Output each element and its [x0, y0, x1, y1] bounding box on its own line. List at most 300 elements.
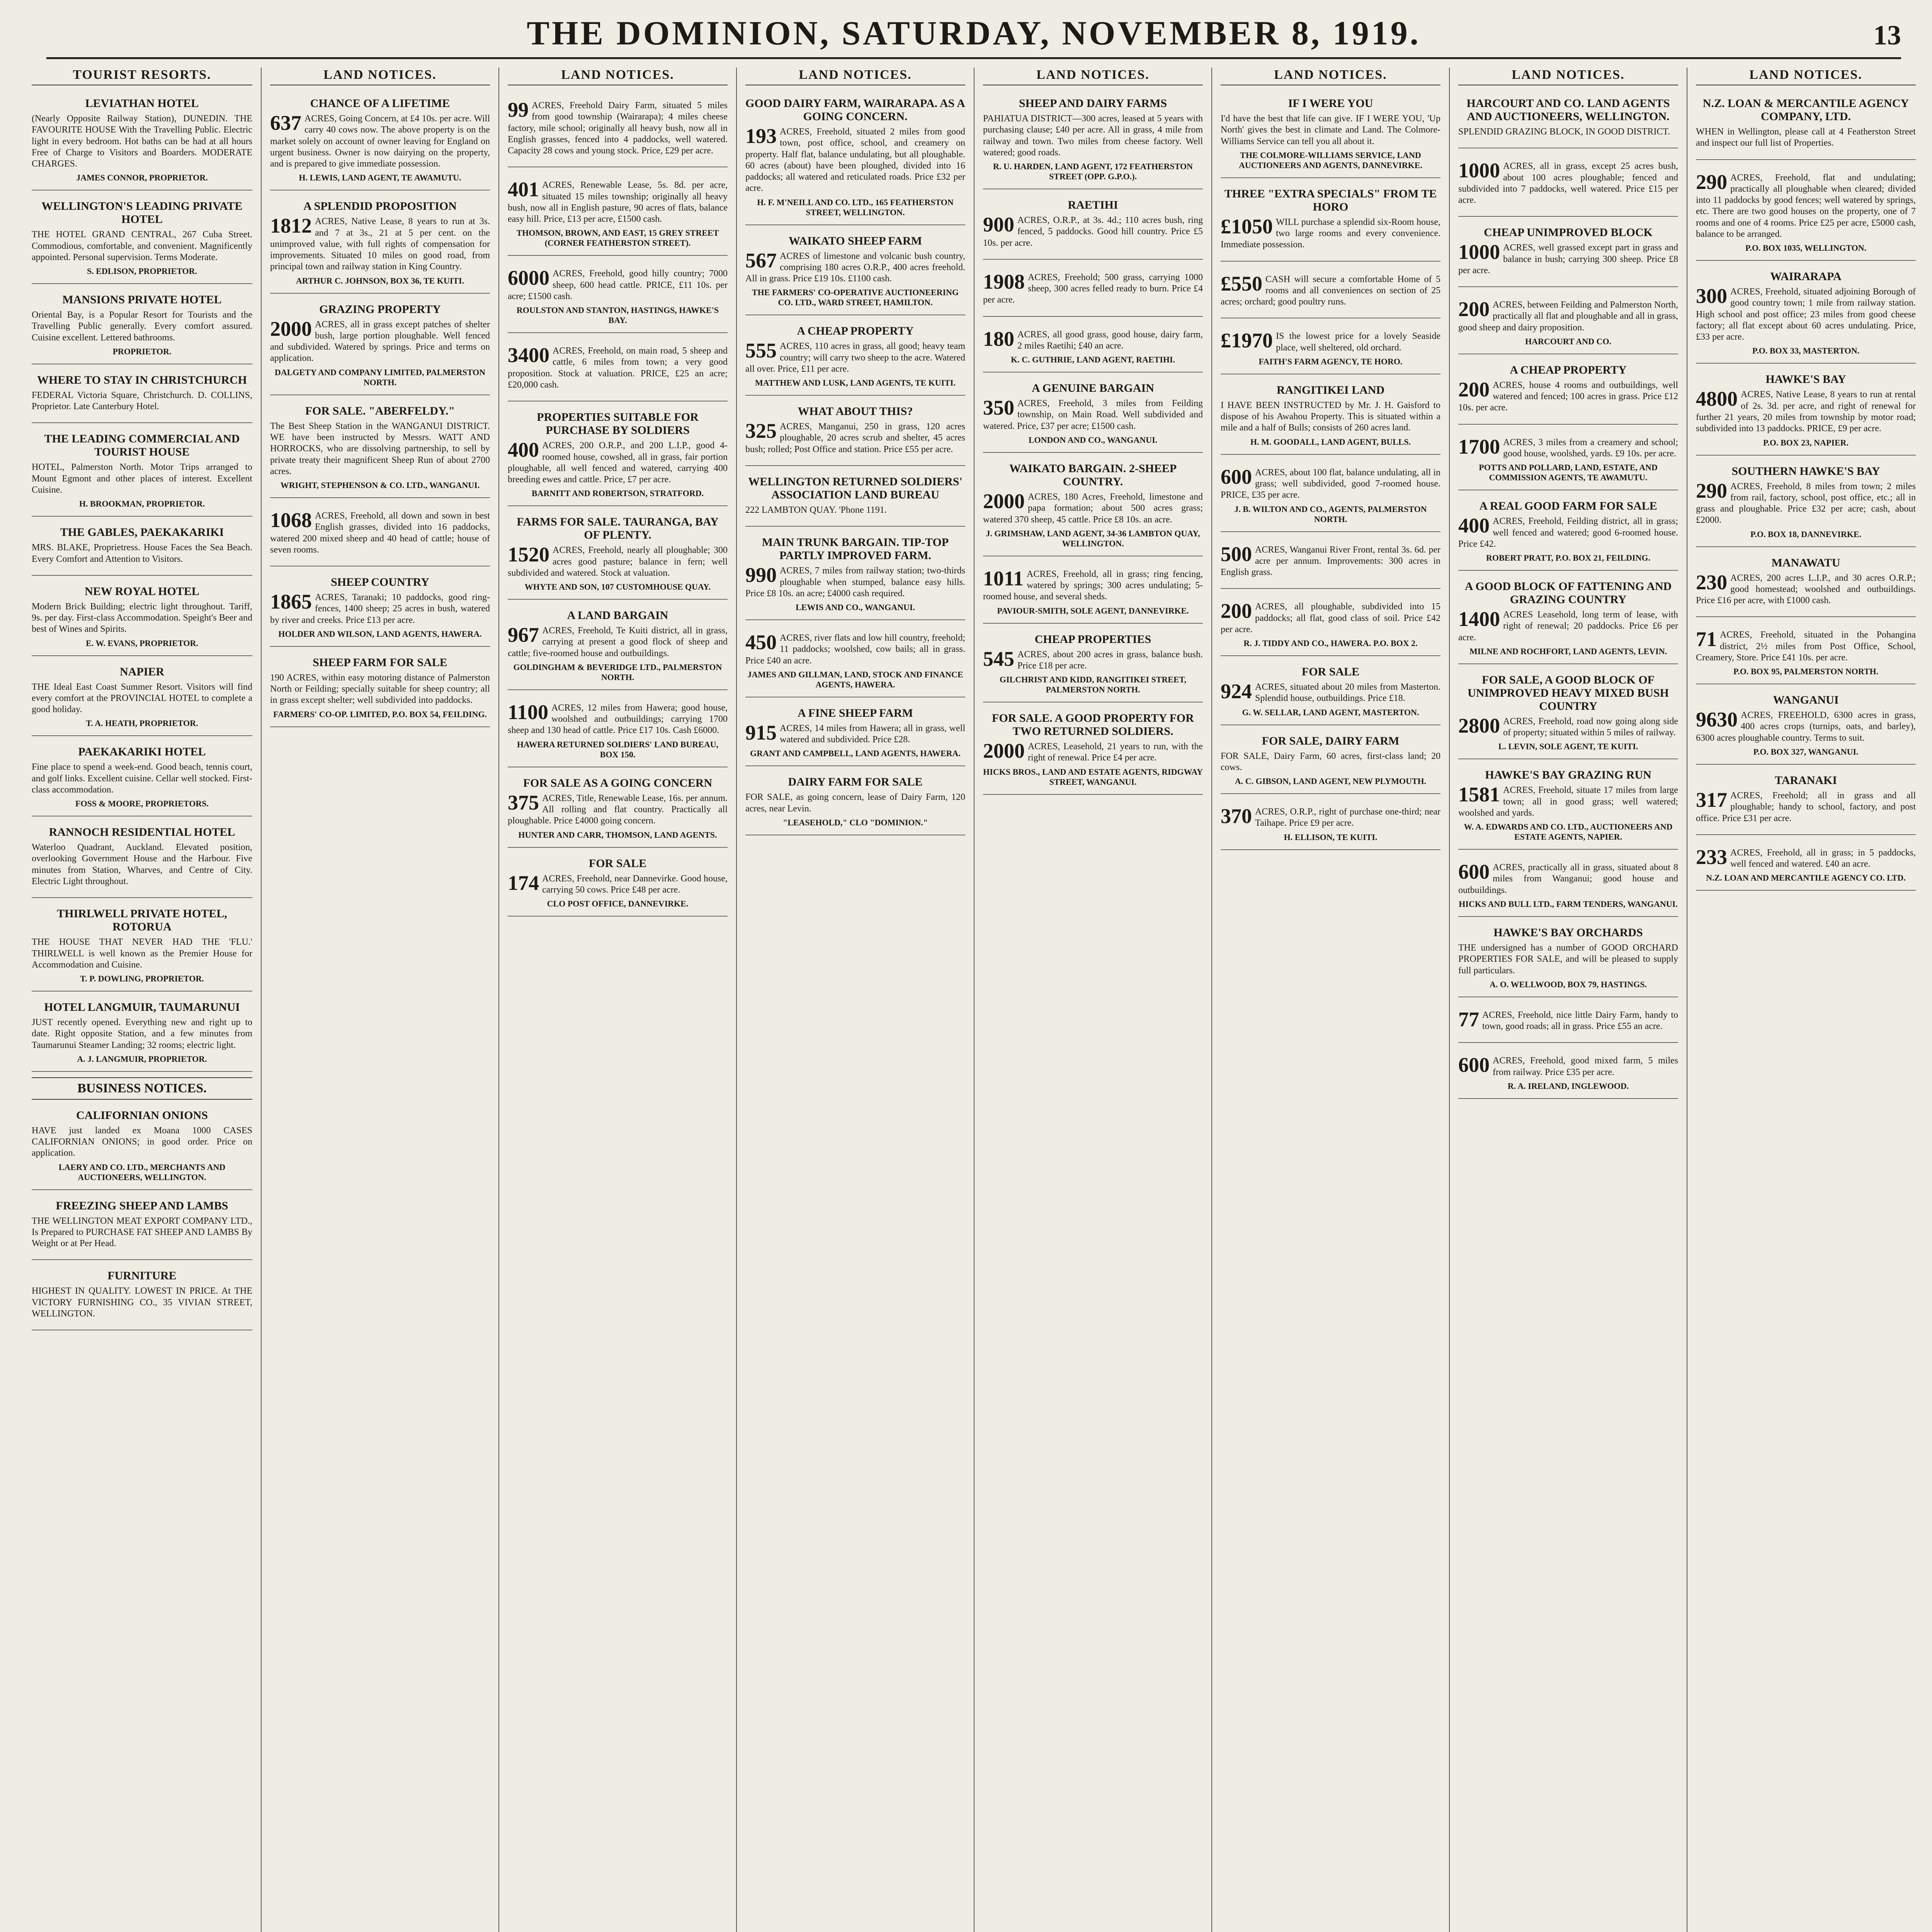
ad-signature: J. GRIMSHAW, LAND AGENT, 34-36 LAMBTON QUAY, WELLINGTON. [986, 528, 1200, 548]
advertisement [508, 605, 728, 690]
ad-body-text: ACRES, 200 acres L.I.P., and 30 acres O.R.P.; good homestead; woolshed and outbuildings. Price £16 per acre, with £1000 cash. [1696, 573, 1916, 606]
ad-acreage-number: 1812 [270, 214, 312, 238]
ad-signature: H. ELLISON, TE KUITI. [1284, 832, 1378, 842]
ad-title: A GENUINE BARGAIN [1032, 382, 1154, 395]
ad-body [508, 873, 728, 896]
ad-body [32, 113, 252, 170]
ad-title: FOR SALE, A GOOD BLOCK OF UNIMPROVED HEAVY MIXED BUSH COUNTRY [1468, 673, 1669, 713]
ad-acreage-number: 555 [745, 339, 777, 362]
ad-signature: P.O. BOX 327, WANGANUI. [1753, 747, 1859, 757]
ad-body-text: ACRES, Title, Renewable Lease, 16s. per annum. All rolling and flat country. Practically all ploughable. Price £4000 going concern. [508, 793, 728, 826]
ad-acreage-number: 600 [1458, 860, 1490, 884]
advertisement [983, 93, 1203, 189]
column-heading: TOURIST RESORTS. [32, 68, 252, 85]
ad-acreage-number: 193 [745, 124, 777, 148]
ad-body-text: ACRES, FREEHOLD, 6300 acres in grass, 400 acres crops (turnips, oats, and barley), 6300 acres ploughable country. Terms to suit. [1696, 710, 1916, 743]
ad-title: A FINE SHEEP FARM [798, 706, 913, 719]
ad-body-text: ACRES, Freehold, all in grass; in 5 paddocks, well fenced and watered. £40 an acre. [1730, 847, 1916, 869]
ad-body-text: ACRES, 180 Acres, Freehold, limestone and papa formation; about 500 acres grass; watered 370 sheep, 45 cattle. Price £8 10s. an acre. [983, 492, 1203, 525]
ad-title: MANSIONS PRIVATE HOTEL [62, 293, 222, 306]
ad-signature: GILCHRIST AND KIDD, RANGITIKEI STREET, PALMERSTON NORTH. [999, 675, 1187, 695]
advertisement [1458, 93, 1678, 148]
ad-signature: T. A. HEATH, PROPRIETOR. [86, 718, 198, 728]
ad-signature: LAERY AND CO. LTD., MERCHANTS AND AUCTIONEERS, WELLINGTON. [58, 1162, 226, 1182]
column-heading: LAND NOTICES. [270, 68, 490, 85]
ad-acreage-number: 2000 [983, 489, 1025, 513]
ad-signature: HARCOURT AND CO. [1525, 336, 1612, 346]
ad-body [32, 1286, 252, 1320]
ad-body-text: ACRES, river flats and low hill country, freehold; 11 paddocks; woolshed, cow bails; all in grass. Price £40 an acre. [745, 633, 965, 666]
ad-title: HAWKE'S BAY GRAZING RUN [1485, 769, 1651, 782]
advertisement [32, 822, 252, 898]
ad-signature: THE COLMORE-WILLIAMS SERVICE, LAND AUCTIONEERS AND AGENTS, DANNEVIRKE. [1239, 150, 1422, 170]
advertisement [745, 401, 965, 466]
ad-body [32, 542, 252, 565]
ad-body-text: ACRES, 200 O.R.P., and 200 L.I.P., good 4-roomed house, cowshed, all in grass, fair portion ploughable, all well fenced and watered, carrying 400 breeding ewes and cattle. Price, £7 per acre. [508, 440, 728, 485]
ad-body-text: ACRES, Wanganui River Front, rental 3s. 6d. per acre per annum. Improvements: 300 acres in English grass. [1221, 544, 1440, 578]
ad-body [1696, 126, 1916, 149]
advertisement [745, 772, 965, 835]
ad-signature: ARTHUR C. JOHNSON, BOX 36, TE KUITI. [296, 276, 464, 286]
ad-body-text: ACRES, Freehold, 3 miles from Feilding township, on Main Road. Well subdivided and watered. Price, £37 per acre; £1500 cash. [983, 398, 1203, 431]
ad-body [1696, 481, 1916, 526]
page-number: 13 [1873, 20, 1901, 51]
ad-title: FOR SALE. A GOOD PROPERTY FOR TWO RETURNED SOLDIERS. [992, 712, 1194, 738]
ad-title: HAWKE'S BAY ORCHARDS [1493, 926, 1643, 939]
ad-body-text: FOR SALE, Dairy Farm, 60 acres, first-class land; 20 cows. [1221, 751, 1440, 772]
advertisement [1221, 731, 1440, 794]
newspaper-column [23, 68, 261, 1932]
advertisement [508, 853, 728, 917]
ad-title: SHEEP AND DAIRY FARMS [1019, 97, 1167, 110]
ad-title: GOOD DAIRY FARM, WAIRARAPA. AS A GOING CONCERN. [745, 97, 965, 123]
ad-title: MANAWATU [1771, 556, 1840, 569]
advertisement [983, 708, 1203, 795]
advertisement [745, 93, 965, 225]
advertisement [983, 378, 1203, 453]
ad-title: THIRLWELL PRIVATE HOTEL, ROTORUA [57, 907, 227, 934]
ad-body-text: THE WELLINGTON MEAT EXPORT COMPANY LTD., Is Prepared to PURCHASE FAT SHEEP AND LAMBS By Weight or at Per Head. [32, 1216, 252, 1249]
ad-body [1458, 1007, 1678, 1032]
advertisement [32, 1265, 252, 1330]
ad-signature: GOLDINGHAM & BEVERIDGE LTD., PALMERSTON NORTH. [513, 662, 722, 682]
ad-body-text: ACRES, house 4 rooms and outbuildings, well watered and fenced; 100 acres in grass. Price £12 10s. per acre. [1458, 380, 1678, 413]
advertisement [1458, 360, 1678, 425]
ad-signature: HICKS AND BULL LTD., FARM TENDERS, WANGANUI. [1459, 899, 1678, 909]
ad-body [1458, 126, 1678, 138]
ad-title: FARMS FOR SALE. TAURANGA, BAY OF PLENTY. [517, 515, 719, 542]
ad-body-text: THE HOUSE THAT NEVER HAD THE 'FLU.' THIRLWELL is well known as the Premier House for Accommodation and Cuisine. [32, 937, 252, 970]
newspaper-column [1211, 68, 1449, 1932]
ad-signature: JAMES AND GILLMAN, LAND, STOCK AND FINANCE AGENTS, HAWERA. [747, 669, 963, 689]
ad-title: FOR SALE [588, 857, 647, 870]
ad-signature: HICKS BROS., LAND AND ESTATE AGENTS, RIDGWAY STREET, WANGANUI. [983, 767, 1203, 787]
advertisement [508, 93, 728, 167]
ad-body [32, 937, 252, 971]
ad-title: A GOOD BLOCK OF FATTENING AND GRAZING COUNTRY [1464, 580, 1672, 606]
ad-body [270, 319, 490, 364]
ad-signature: WHYTE AND SON, 107 CUSTOMHOUSE QUAY. [524, 582, 711, 592]
ad-acreage-number: £550 [1221, 272, 1262, 295]
ad-acreage-number: 2800 [1458, 714, 1500, 737]
ad-signature: H. M. GOODALL, LAND AGENT, BULLS. [1250, 437, 1411, 447]
ad-body [1696, 172, 1916, 240]
ad-body [745, 248, 965, 285]
ad-body [1221, 113, 1440, 147]
ad-body [1696, 389, 1916, 434]
advertisement [32, 742, 252, 816]
ad-body [270, 672, 490, 706]
ad-title: FREEZING SHEEP AND LAMBS [56, 1199, 228, 1212]
ad-body [1221, 751, 1440, 774]
advertisement [1458, 765, 1678, 850]
advertisement [983, 322, 1203, 373]
ad-body [1221, 544, 1440, 578]
ad-acreage-number: 637 [270, 111, 301, 134]
ad-acreage-number: 401 [508, 178, 539, 201]
ad-title: HARCOURT AND CO. LAND AGENTS AND AUCTIONEERS, WELLINGTON. [1466, 97, 1670, 123]
ad-body [1458, 161, 1678, 206]
ad-body [32, 762, 252, 796]
advertisement [983, 562, 1203, 624]
ad-body [270, 113, 490, 170]
advertisement [32, 93, 252, 190]
ad-body-text: I'd have the best that life can give. IF I WERE YOU, 'Up North' gives the best in climate and Land. The Colmore-Williams Service can tell you all about it. [1221, 114, 1440, 146]
ad-body-text: ACRES, Taranaki; 10 paddocks, good ring-fences, 1400 sheep; 25 acres in bush, watered by river and creeks. Price £13 per acre. [270, 592, 490, 625]
ad-body-text: ACRES, Freehold Dairy Farm, situated 5 miles from good township (Wairarapa); 4 miles cheese factory, mile school; originally all heavy bush, now all in English grasses, fenced into 4 paddocks, well watered. Capacity 28 cows and young stock. Price, £29 per acre. [508, 100, 728, 156]
ad-signature: LONDON AND CO., WANGANUI. [1028, 435, 1158, 445]
ad-acreage-number: 200 [1458, 298, 1490, 321]
ad-body [1221, 214, 1440, 251]
ad-acreage-number: 2000 [270, 317, 312, 340]
ad-signature: A. O. WELLWOOD, BOX 79, HASTINGS. [1489, 979, 1647, 989]
advertisement [32, 429, 252, 517]
ad-body-text: ACRES, Freehold, 8 miles from town; 2 miles from rail, factory, school, post office, etc.; all in grass and ploughable. Price £32 per acre; cash, about £2000. [1696, 481, 1916, 526]
newspaper-column [1687, 68, 1924, 1932]
ad-body-text: ACRES, Freehold, nearly all ploughable; 300 acres good pasture; balance in fern; well subdivided and watered. Stock at valuation. [508, 545, 728, 578]
advertisement [32, 522, 252, 576]
ad-body-text: Waterloo Quadrant, Auckland. Elevated position, overlooking Government House and the Harbour. Five minutes from Station, Wharves, and Centre of City. Electric Light throughout. [32, 842, 252, 886]
ad-acreage-number: 180 [983, 327, 1014, 350]
advertisement [508, 696, 728, 767]
ad-acreage-number: 350 [983, 396, 1014, 420]
advertisement [270, 196, 490, 293]
advertisement [983, 265, 1203, 317]
advertisement [32, 1105, 252, 1190]
newspaper-title: THE DOMINION, SATURDAY, NOVEMBER 8, 1919. [527, 15, 1421, 52]
ad-body [508, 702, 728, 736]
column-heading: LAND NOTICES. [1221, 68, 1440, 85]
ad-title: HAWKE'S BAY [1765, 373, 1846, 386]
ad-acreage-number: 290 [1696, 170, 1727, 194]
ad-body-text: ACRES, Freehold, Feilding district, all in grass; well fenced and watered; good 6-roomed house. Price £42. [1458, 516, 1678, 549]
advertisement [1221, 460, 1440, 532]
ad-title: PROPERTIES SUITABLE FOR PURCHASE BY SOLDIERS [537, 411, 699, 437]
ad-signature: DALGETY AND COMPANY LIMITED, PALMERSTON NORTH. [274, 367, 486, 387]
ad-body [983, 272, 1203, 306]
ad-body-text: ACRES, 12 miles from Hawera; good house, woolshed and outbuildings; carrying 1700 sheep and 130 head of cattle. Price £17 10s. Cash £6000. [508, 702, 728, 736]
ad-signature: K. C. GUTHRIE, LAND AGENT, RAETIHI. [1011, 355, 1175, 365]
ad-body [508, 268, 728, 302]
ad-acreage-number: 1908 [983, 270, 1025, 293]
ad-body-text: WHEN in Wellington, please call at 4 Featherston Street and inspect our full list of Properties. [1696, 127, 1916, 148]
ad-acreage-number: 1068 [270, 509, 312, 532]
ad-body-text: ACRES, between Feilding and Palmerston North, practically all flat and ploughable and all in grass, good sheep and dairy proposition. [1458, 300, 1678, 333]
ad-body-text: ACRES, Freehold; all in grass and all ploughable; handy to school, factory, and post office. Price £31 per acre. [1696, 790, 1916, 823]
advertisement [270, 299, 490, 395]
ad-body [1221, 601, 1440, 635]
advertisement [1221, 799, 1440, 850]
advertisement [1458, 1003, 1678, 1043]
ad-body [983, 741, 1203, 764]
ad-body-text: ACRES, 110 acres in grass, all good; heavy team country; will carry two sheep to the acre. Watered all over. Price, £11 per acre. [745, 341, 965, 374]
advertisement [1221, 594, 1440, 656]
ad-body [1221, 806, 1440, 829]
ad-title: MAIN TRUNK BARGAIN. TIP-TOP PARTLY IMPROVED FARM. [762, 536, 949, 562]
ad-title: WELLINGTON RETURNED SOLDIERS' ASSOCIATION LAND BUREAU [748, 475, 963, 501]
ad-signature: GRANT AND CAMPBELL, LAND AGENTS, HAWERA. [750, 748, 961, 759]
ad-acreage-number: 325 [745, 419, 777, 443]
ad-body-text: ACRES, Freehold, on main road, 5 sheep and cattle, 6 miles from town; a very good proposition. Stock at valuation. PRICE, £25 an acre; £20,000 cash. [508, 346, 728, 390]
ad-body [270, 592, 490, 626]
ad-body-text: ACRES Leasehold, long term of lease, with right of renewal; 20 paddocks. Price £6 per acre. [1458, 610, 1678, 643]
advertisement [270, 93, 490, 190]
ad-signature: H. LEWIS, LAND AGENT, TE AWAMUTU. [299, 173, 461, 183]
ad-body [745, 341, 965, 375]
advertisement [32, 196, 252, 284]
ad-body [983, 215, 1203, 249]
ad-acreage-number: 375 [508, 791, 539, 814]
ad-acreage-number: 1520 [508, 543, 549, 566]
ad-body-text: ACRES, Going Concern, at £4 10s. per acre. Will carry 40 cows now. The above property is on the market solely on account of owner leaving for England on urgent business. Owner is now dairying on the property, and is prepared to give immediate possession. [270, 114, 490, 169]
ad-body-text: ACRES, all in grass, except 25 acres bush, about 100 acres ploughable; fenced and subdivided into 7 paddocks, well watered. Price £15 per acre. [1458, 161, 1678, 206]
masthead [46, 11, 1901, 59]
ad-title: FOR SALE AS A GOING CONCERN [523, 776, 713, 789]
ad-acreage-number: 370 [1221, 804, 1252, 828]
advertisement [508, 173, 728, 256]
ad-title: RANGITIKEI LAND [1276, 383, 1385, 396]
column-heading: LAND NOTICES. [508, 68, 728, 85]
ad-body [983, 398, 1203, 432]
ad-body-text: HIGHEST IN QUALITY. LOWEST IN PRICE. At THE VICTORY FURNISHING CO., 35 VIVIAN STREET, WELLINGTON. [32, 1286, 252, 1319]
column-heading: LAND NOTICES. [1696, 68, 1916, 85]
advertisement [32, 581, 252, 656]
advertisement [745, 626, 965, 697]
advertisement [508, 261, 728, 333]
advertisement [1458, 222, 1678, 287]
ad-signature: PROPRIETOR. [112, 346, 172, 356]
ad-body-text: ACRES, Freehold, nice little Dairy Farm, handy to town, good roads; all in grass. Price £55 an acre. [1482, 1010, 1678, 1032]
ad-signature: S. EDLISON, PROPRIETOR. [87, 266, 197, 276]
ad-body-text: ACRES, Freehold, road now going along side of property; situated within 5 miles of railway. [1503, 716, 1678, 738]
ad-acreage-number: 6000 [508, 266, 549, 290]
ad-acreage-number: 230 [1696, 570, 1727, 594]
ad-acreage-number: 1581 [1458, 783, 1500, 806]
ad-body [32, 682, 252, 716]
ad-title: WANGANUI [1773, 694, 1839, 707]
ad-body [1458, 516, 1678, 550]
column-grid [23, 68, 1924, 1932]
ad-signature: P.O. BOX 33, MASTERTON. [1752, 346, 1860, 356]
ad-title: A LAND BARGAIN [567, 609, 668, 622]
ad-signature: LEWIS AND CO., WANGANUI. [796, 602, 915, 612]
ad-body [270, 421, 490, 477]
ad-body [508, 545, 728, 579]
advertisement [1221, 93, 1440, 178]
ad-body [1458, 299, 1678, 333]
ad-body-text: ACRES, O.R.P., at 3s. 4d.; 110 acres bush, ring fenced, 5 paddocks. Good hill country. Price £5 10s. per acre. [983, 215, 1203, 248]
ad-body [745, 723, 965, 746]
ad-signature: J. B. WILTON AND CO., AGENTS, PALMERSTON NORTH. [1234, 504, 1427, 524]
ad-acreage-number: 200 [1458, 378, 1490, 401]
ad-body-text: ACRES, Freehold, good hilly country; 7000 sheep, 600 head cattle. PRICE, £11 10s. per acre; £1500 cash. [508, 269, 728, 301]
ad-signature: ROBERT PRATT, P.O. BOX 21, FEILDING. [1486, 553, 1651, 563]
advertisement [1458, 496, 1678, 571]
ad-title: FURNITURE [107, 1269, 177, 1282]
ad-body [1696, 629, 1916, 663]
ad-title: A SPLENDID PROPOSITION [303, 200, 457, 213]
ad-body [1458, 942, 1678, 976]
ad-body [1458, 437, 1678, 460]
ad-body-text: ACRES, Freehold, situated 2 miles from good town, post office, school, and creamery on property. Half flat, balance undulating, but all ploughable. 60 acres (about) have been ploughed, divided into 16 paddocks; all watered and reticulated roads. Price £32 per acre. [745, 127, 965, 194]
ad-title: DAIRY FARM FOR SALE [788, 776, 923, 789]
advertisement [1221, 267, 1440, 319]
ad-body [983, 113, 1203, 158]
ad-body-text: FEDERAL Victoria Square, Christchurch. D. COLLINS, Proprietor. Late Canterbury Hotel. [32, 390, 252, 412]
ad-body-text: ACRES of limestone and volcanic bush country, comprising 180 acres O.R.P., 400 acres freehold. All in grass. Price £19 10s. £1100 cash. [745, 251, 965, 284]
ad-title: GRAZING PROPERTY [319, 303, 441, 316]
ad-body [745, 505, 965, 516]
ad-acreage-number: 990 [745, 563, 777, 587]
ad-body-text: ACRES, Freehold, all down and sown in best English grasses, divided into 16 paddocks, watered 200 mixed sheep and 40 head of cattle; house of seven rooms. [270, 511, 490, 555]
ad-acreage-number: 450 [745, 631, 777, 654]
ad-signature: HAWERA RETURNED SOLDIERS' LAND BUREAU, BOX 150. [517, 739, 719, 759]
ad-signature: BARNITT AND ROBERTSON, STRATFORD. [531, 488, 704, 498]
ad-body-text: ACRES, O.R.P., right of purchase one-third; near Taihape. Price £9 per acre. [1255, 807, 1440, 828]
ad-signature: CLO POST OFFICE, DANNEVIRKE. [547, 899, 689, 909]
advertisement [745, 321, 965, 396]
ad-acreage-number: 1865 [270, 590, 312, 614]
ad-body [508, 625, 728, 659]
ad-title: N.Z. LOAN & MERCANTILE AGENCY COMPANY, LTD. [1702, 97, 1909, 123]
ad-acreage-number: 99 [508, 98, 529, 121]
ad-title: TARANAKI [1774, 774, 1837, 787]
ad-signature: A. J. LANGMUIR, PROPRIETOR. [77, 1054, 207, 1064]
advertisement [32, 903, 252, 992]
ad-body-text: IS the lowest price for a lovely Seaside place, well sheltered, old orchard. [1276, 331, 1440, 353]
ad-acreage-number: 400 [1458, 514, 1490, 537]
ad-title: THE LEADING COMMERCIAL AND TOURIST HOUSE [44, 432, 240, 459]
ad-body-text: FOR SALE, as going concern, lease of Dairy Farm, 120 acres, near Levin. [745, 792, 965, 814]
advertisement [1221, 537, 1440, 589]
ad-signature: N.Z. LOAN AND MERCANTILE AGENCY CO. LTD. [1706, 873, 1906, 883]
ad-title: CALIFORNIAN ONIONS [76, 1109, 208, 1122]
ad-body-text: (Nearly Opposite Railway Station), DUNEDIN. THE FAVOURITE HOUSE With the Travelling Public. Electric light in every bedroom. Hot baths can be had at all hours Free of Charge to Visitors and Boarders. MODERATE CHARGES. [32, 114, 252, 169]
ad-body [983, 649, 1203, 672]
advertisement [1696, 553, 1916, 617]
ad-body [270, 216, 490, 272]
ad-signature: JAMES CONNOR, PROPRIETOR. [76, 173, 208, 183]
advertisement [745, 532, 965, 620]
ad-body [32, 1216, 252, 1250]
ad-body [983, 329, 1203, 352]
advertisement [1458, 1048, 1678, 1099]
ad-signature: T. P. DOWLING, PROPRIETOR. [80, 974, 204, 984]
column-heading: LAND NOTICES. [1458, 68, 1678, 85]
ad-signature: FOSS & MOORE, PROPRIETORS. [75, 799, 209, 809]
ad-title: SHEEP COUNTRY [331, 576, 429, 589]
ad-title: A CHEAP PROPERTY [1510, 363, 1627, 376]
advertisement [745, 231, 965, 316]
ad-title: A REAL GOOD FARM FOR SALE [1479, 500, 1657, 513]
ad-body-text: ACRES, Leasehold, 21 years to run, with the right of renewal. Price £4 per acre. [1028, 742, 1203, 763]
ad-acreage-number: 567 [745, 248, 777, 272]
ad-body [1221, 682, 1440, 704]
ad-body [32, 1125, 252, 1159]
ad-title: PAEKAKARIKI HOTEL [78, 745, 206, 759]
ad-body [508, 180, 728, 225]
ad-signature: FAITH'S FARM AGENCY, TE HORO. [1259, 356, 1403, 366]
ad-acreage-number: 924 [1221, 680, 1252, 703]
ad-signature: MILNE AND ROCHFORT, LAND AGENTS, LEVIN. [1469, 646, 1667, 656]
ad-acreage-number: 77 [1458, 1007, 1479, 1031]
newspaper-column [974, 68, 1211, 1932]
ad-acreage-number: 915 [745, 721, 777, 744]
advertisement [745, 703, 965, 767]
ad-acreage-number: 500 [1221, 542, 1252, 566]
ad-body-text: ACRES, Freehold, situated in the Pohangina district, 2½ miles from Post Office, School, Creamery, Store. Price £41 10s. per acre. [1696, 630, 1916, 663]
ad-body [1458, 785, 1678, 819]
ad-body [1458, 609, 1678, 643]
advertisement [1458, 293, 1678, 354]
ad-title: LEVIATHAN HOTEL [85, 97, 199, 110]
ad-acreage-number: 600 [1221, 465, 1252, 488]
ad-body-text: ACRES, Freehold, Te Kuiti district, all in grass, carrying at present a good flock of sheep and cattle; five-roomed house and outbuildings. [508, 626, 728, 658]
ad-body-text: THE undersigned has a number of GOOD ORCHARD PROPERTIES FOR SALE, and will be pleased to supply full particulars. [1458, 942, 1678, 976]
ad-title: WELLINGTON'S LEADING PRIVATE HOTEL [41, 200, 243, 226]
ad-body-text: ACRES, all ploughable, subdivided into 15 paddocks; all flat, good class of soil. Price £42 per acre. [1221, 602, 1440, 634]
ad-acreage-number: 900 [983, 213, 1014, 236]
ad-signature: H. F. M'NEILL AND CO. LTD., 165 FEATHERSTON STREET, WELLINGTON. [757, 197, 954, 217]
ad-body [508, 345, 728, 391]
ad-body-text: ACRES, Freehold, situated adjoining Borough of good country town; 1 mile from railway station. High school and post office; 23 miles from good cheese factory; all flat except about 60 acres undulating. Price, £33 per acre. [1696, 287, 1916, 342]
ad-body-text: ACRES, Manganui, 250 in grass, 120 acres ploughable, 20 acres scrub and shelter, 45 acres bush; rolled; Post Office and station. Price £55 per acre. [745, 422, 965, 454]
ad-acreage-number: 4800 [1696, 387, 1738, 411]
ad-body [745, 792, 965, 815]
ad-body-text: JUST recently opened. Everything new and right up to date. Right opposite Station, and a few minutes from Taumarunui Steamer Landing; 32 rooms; electric light. [32, 1017, 252, 1050]
ad-title: NAPIER [119, 665, 164, 678]
ad-body-text: HOTEL, Palmerston North. Motor Trips arranged to Mount Egmont and other places of interest. Excellent Cuisine. [32, 462, 252, 495]
ad-title: RAETIHI [1068, 199, 1118, 212]
ad-title: WHAT ABOUT THIS? [798, 405, 913, 418]
ad-body [1696, 286, 1916, 343]
ad-body-text: ACRES, well grassed except part in grass and balance in bush; carrying 300 sheep. Price £8 per acre. [1458, 243, 1678, 276]
advertisement [32, 289, 252, 364]
advertisement [745, 471, 965, 527]
ad-body-text: THE HOTEL GRAND CENTRAL, 267 Cuba Street. Commodious, comfortable, and convenient. Magnificently appointed. Personal supervision. Terms Moderate. [32, 230, 252, 262]
advertisement [508, 773, 728, 848]
ad-body-text: Modern Brick Building; electric light throughout. Tariff, 9s. per day. First-class Accommodation. Speight's Beer and best of Wines and Spirits. [32, 601, 252, 634]
advertisement [32, 662, 252, 736]
ad-body [1221, 274, 1440, 308]
ad-title: WAIRARAPA [1770, 270, 1842, 283]
ad-signature: WRIGHT, STEPHENSON & CO. LTD., WANGANUI. [280, 480, 480, 490]
ad-body-text: ACRES, Native Lease, 8 years to run at 3s. and 7 at 3s., 21 at 5 per cent. on the unimproved value, with full rights of compensation for improvements. Situated 10 miles on good road, from principal town and railway station in King Country. [270, 216, 490, 272]
ad-signature: P.O. BOX 95, PALMERSTON NORTH. [1733, 667, 1879, 677]
ad-title: A CHEAP PROPERTY [797, 325, 914, 338]
advertisement [508, 512, 728, 600]
ad-title: THREE "EXTRA SPECIALS" FROM TE HORO [1224, 187, 1437, 213]
